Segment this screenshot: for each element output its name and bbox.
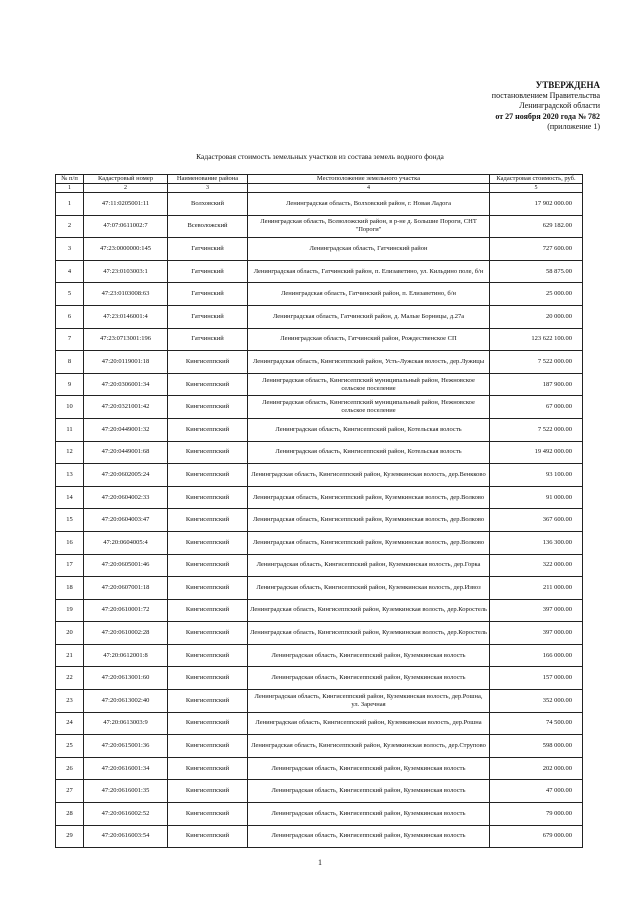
- row-number: 22: [56, 667, 84, 690]
- cadastral-number: 47:23:0713001:196: [84, 328, 168, 351]
- location: Ленинградская область, Кингисеппский район, Куземкинская волость, дер.Волково: [248, 509, 490, 532]
- cadastral-number: 47:20:0604002:33: [84, 486, 168, 509]
- row-number: 15: [56, 509, 84, 532]
- row-number: 26: [56, 757, 84, 780]
- cadastral-cost: 123 622 100.00: [490, 328, 583, 351]
- table-row: [56, 328, 583, 351]
- cadastral-number: 47:23:0103008:63: [84, 283, 168, 306]
- location: Ленинградская область, Кингисеппский район, Куземкинская волость: [248, 644, 490, 667]
- table-row: [56, 690, 583, 713]
- location: Ленинградская область, Кингисеппский район, Котельская волость: [248, 418, 490, 441]
- cadastral-cost: 136 300.00: [490, 531, 583, 554]
- district-name: Гатчинский: [168, 238, 248, 261]
- location: Ленинградская область, Кингисеппский район, Котельская волость: [248, 441, 490, 464]
- table-row: [56, 622, 583, 645]
- header-number: № п/п: [56, 175, 84, 184]
- row-number: 9: [56, 373, 84, 396]
- table-row: [56, 803, 583, 826]
- row-number: 18: [56, 577, 84, 600]
- row-number: 8: [56, 351, 84, 374]
- location: Ленинградская область, Кингисеппский район, Куземкинская волость, дер.Волково: [248, 531, 490, 554]
- location: Ленинградская область, Кингисеппский район, Куземкинская волость: [248, 780, 490, 803]
- cadastral-number: 47:23:0103003:1: [84, 260, 168, 283]
- district-name: Кингисеппский: [168, 825, 248, 848]
- cadastral-cost: 74 500.00: [490, 712, 583, 735]
- location: Ленинградская область, Кингисеппский район, Усть-Лужская волость, дер.Лужицы: [248, 351, 490, 374]
- cadastral-number: 47:20:0306001:34: [84, 373, 168, 396]
- cadastral-number: 47:23:0146001:4: [84, 305, 168, 328]
- table-row: [56, 418, 583, 441]
- cadastral-cost: 17 902 000.00: [490, 193, 583, 216]
- row-number: 2: [56, 215, 84, 238]
- row-number: 20: [56, 622, 84, 645]
- district-name: Кингисеппский: [168, 464, 248, 487]
- table-row: [56, 373, 583, 396]
- table-row: [56, 464, 583, 487]
- table-row: [56, 577, 583, 600]
- table-row: [56, 441, 583, 464]
- cadastral-cost: 322 000.00: [490, 554, 583, 577]
- cadastral-cost: 19 492 000.00: [490, 441, 583, 464]
- cadastral-number: 47:20:0612001:8: [84, 644, 168, 667]
- row-number: 4: [56, 260, 84, 283]
- cadastral-number: 47:20:0607001:18: [84, 577, 168, 600]
- location: Ленинградская область, Кингисеппский район, Куземкинская волость: [248, 757, 490, 780]
- location: Ленинградская область, Кингисеппский район, Куземкинская волость, дер.Рошна, ул. Заречная: [248, 690, 490, 713]
- cadastral-number: 47:20:0615001:36: [84, 735, 168, 758]
- table-row: [56, 305, 583, 328]
- district-name: Кингисеппский: [168, 418, 248, 441]
- header-cost: Кадастровая стоимость, руб.: [490, 175, 583, 184]
- district-name: Гатчинский: [168, 305, 248, 328]
- table-row: [56, 554, 583, 577]
- cadastral-cost: 367 600.00: [490, 509, 583, 532]
- approval-title: УТВЕРЖДЕНА: [535, 80, 600, 90]
- cadastral-number: 47:20:0605001:46: [84, 554, 168, 577]
- district-name: Кингисеппский: [168, 509, 248, 532]
- table-row: [56, 735, 583, 758]
- cadastral-cost: 7 522 000.00: [490, 351, 583, 374]
- table-row: [56, 351, 583, 374]
- district-name: Кингисеппский: [168, 599, 248, 622]
- location: Ленинградская область, Кингисеппский район, Куземкинская волость, дер.Коростель: [248, 599, 490, 622]
- cadastral-number: 47:20:0616001:34: [84, 757, 168, 780]
- table-header-numbers-row: [56, 184, 583, 193]
- cadastral-number: 47:20:0610002:28: [84, 622, 168, 645]
- table-row: [56, 757, 583, 780]
- document-title: Кадастровая стоимость земельных участков из состава земель водного фонда: [196, 152, 444, 161]
- district-name: Кингисеппский: [168, 757, 248, 780]
- table-row: [56, 509, 583, 532]
- table-row: [56, 260, 583, 283]
- row-number: 12: [56, 441, 84, 464]
- location: Ленинградская область, Гатчинский район, п. Елизаветино, б/н: [248, 283, 490, 306]
- location: Ленинградская область, Кингисеппский район, Куземкинская волость, дер.Венкково: [248, 464, 490, 487]
- header-col-number: 4: [248, 184, 490, 193]
- location: Ленинградская область, Кингисеппский район, Куземкинская волость, дер.Струпово: [248, 735, 490, 758]
- cadastral-cost: 20 000.00: [490, 305, 583, 328]
- cadastral-number: 47:20:0119001:18: [84, 351, 168, 374]
- district-name: Всеволожский: [168, 215, 248, 238]
- cadastral-number: 47:23:0000000:145: [84, 238, 168, 261]
- district-name: Кингисеппский: [168, 396, 248, 419]
- cadastral-number: 47:20:0449001:68: [84, 441, 168, 464]
- cadastral-number: 47:20:0604003:47: [84, 509, 168, 532]
- cadastral-number: 47:07:0611002:7: [84, 215, 168, 238]
- table-row: [56, 667, 583, 690]
- row-number: 11: [56, 418, 84, 441]
- table-row: [56, 712, 583, 735]
- row-number: 6: [56, 305, 84, 328]
- table-body: [56, 193, 583, 848]
- row-number: 13: [56, 464, 84, 487]
- cadastral-cost: 202 000.00: [490, 757, 583, 780]
- cadastral-cost: 47 000.00: [490, 780, 583, 803]
- cadastral-number: 47:20:0613001:60: [84, 667, 168, 690]
- row-number: 3: [56, 238, 84, 261]
- row-number: 29: [56, 825, 84, 848]
- district-name: Кингисеппский: [168, 531, 248, 554]
- location: Ленинградская область, Кингисеппский район, Куземкинская волость: [248, 667, 490, 690]
- approval-line-1: постановлением Правительства: [491, 90, 600, 100]
- row-number: 27: [56, 780, 84, 803]
- location: Ленинградская область, Кингисеппский район, Куземкинская волость, дер.Волково: [248, 486, 490, 509]
- cadastral-number: 47:20:0613002:40: [84, 690, 168, 713]
- location: Ленинградская область, Всеволожский район, в р-не д. Большие Пороги, СНТ "Пороги": [248, 215, 490, 238]
- cadastral-number: 47:20:0616001:35: [84, 780, 168, 803]
- row-number: 19: [56, 599, 84, 622]
- approval-line-2: Ленинградской области: [519, 101, 600, 110]
- table-row: [56, 644, 583, 667]
- row-number: 17: [56, 554, 84, 577]
- row-number: 7: [56, 328, 84, 351]
- cadastral-cost: 629 182.00: [490, 215, 583, 238]
- district-name: Волховский: [168, 193, 248, 216]
- district-name: Кингисеппский: [168, 712, 248, 735]
- table-row: [56, 283, 583, 306]
- location: Ленинградская область, Волховский район, г. Новая Ладога: [248, 193, 490, 216]
- table-row: [56, 599, 583, 622]
- district-name: Кингисеппский: [168, 577, 248, 600]
- location: Ленинградская область, Гатчинский район: [248, 238, 490, 261]
- district-name: Кингисеппский: [168, 690, 248, 713]
- location: Ленинградская область, Гатчинский район, Рождественское СП: [248, 328, 490, 351]
- header-cadastral-number: Кадастровый номер: [84, 175, 168, 184]
- cadastral-table: [55, 174, 583, 848]
- row-number: 24: [56, 712, 84, 735]
- cadastral-cost: 79 000.00: [490, 803, 583, 826]
- cadastral-cost: 598 000.00: [490, 735, 583, 758]
- cadastral-number: 47:20:0616003:54: [84, 825, 168, 848]
- cadastral-cost: 67 000.00: [490, 396, 583, 419]
- row-number: 21: [56, 644, 84, 667]
- header-col-number: 5: [490, 184, 583, 193]
- district-name: Гатчинский: [168, 283, 248, 306]
- cadastral-number: 47:11:0205001:11: [84, 193, 168, 216]
- cadastral-cost: 93 100.00: [490, 464, 583, 487]
- district-name: Кингисеппский: [168, 644, 248, 667]
- row-number: 28: [56, 803, 84, 826]
- district-name: Гатчинский: [168, 328, 248, 351]
- table-row: [56, 193, 583, 216]
- district-name: Кингисеппский: [168, 622, 248, 645]
- district-name: Кингисеппский: [168, 373, 248, 396]
- location: Ленинградская область, Кингисеппский муниципальный район, Нежновское сельское поселение: [248, 373, 490, 396]
- cadastral-number: 47:20:0613003:9: [84, 712, 168, 735]
- district-name: Кингисеппский: [168, 735, 248, 758]
- table-row: [56, 486, 583, 509]
- district-name: Кингисеппский: [168, 803, 248, 826]
- table-row: [56, 825, 583, 848]
- table-row: [56, 238, 583, 261]
- header-district: Наименование района: [168, 175, 248, 184]
- cadastral-cost: 352 000.00: [490, 690, 583, 713]
- location: Ленинградская область, Кингисеппский район, Куземкинская волость, дер.Горка: [248, 554, 490, 577]
- location: Ленинградская область, Кингисеппский район, Куземкинская волость, дер.Рошна: [248, 712, 490, 735]
- cadastral-number: 47:20:0604005:4: [84, 531, 168, 554]
- district-name: Кингисеппский: [168, 554, 248, 577]
- row-number: 5: [56, 283, 84, 306]
- cadastral-number: 47:20:0321001:42: [84, 396, 168, 419]
- cadastral-cost: 166 000.00: [490, 644, 583, 667]
- approval-block: [410, 80, 600, 133]
- cadastral-number: 47:20:0602005:24: [84, 464, 168, 487]
- cadastral-cost: 679 000.00: [490, 825, 583, 848]
- district-name: Гатчинский: [168, 260, 248, 283]
- cadastral-cost: 187 900.00: [490, 373, 583, 396]
- cadastral-cost: 91 000.00: [490, 486, 583, 509]
- header-col-number: 1: [56, 184, 84, 193]
- district-name: Кингисеппский: [168, 667, 248, 690]
- cadastral-cost: 397 000.00: [490, 622, 583, 645]
- row-number: 1: [56, 193, 84, 216]
- location: Ленинградская область, Кингисеппский район, Куземкинская волость, дер.Коростель: [248, 622, 490, 645]
- cadastral-number: 47:20:0610001:72: [84, 599, 168, 622]
- location: Ленинградская область, Кингисеппский район, Куземкинская волость, дер.Извоз: [248, 577, 490, 600]
- row-number: 14: [56, 486, 84, 509]
- table-row: [56, 396, 583, 419]
- cadastral-cost: 25 000.00: [490, 283, 583, 306]
- table-row: [56, 215, 583, 238]
- cadastral-number: 47:20:0616002:52: [84, 803, 168, 826]
- row-number: 23: [56, 690, 84, 713]
- header-location: Местоположение земельного участка: [248, 175, 490, 184]
- approval-decree: от 27 ноября 2020 года № 782: [495, 111, 600, 121]
- location: Ленинградская область, Гатчинский район, д. Малые Борницы, д.27а: [248, 305, 490, 328]
- location: Ленинградская область, Кингисеппский район, Куземкинская волость: [248, 803, 490, 826]
- table-row: [56, 531, 583, 554]
- header-col-number: 2: [84, 184, 168, 193]
- row-number: 16: [56, 531, 84, 554]
- table-row: [56, 780, 583, 803]
- approval-appendix: (приложение 1): [547, 122, 600, 131]
- table-header-row: [56, 175, 583, 184]
- page-number: 1: [318, 858, 322, 867]
- cadastral-cost: 7 522 000.00: [490, 418, 583, 441]
- cadastral-cost: 397 000.00: [490, 599, 583, 622]
- cadastral-cost: 211 000.00: [490, 577, 583, 600]
- cadastral-cost: 157 000.00: [490, 667, 583, 690]
- district-name: Кингисеппский: [168, 351, 248, 374]
- row-number: 25: [56, 735, 84, 758]
- cadastral-number: 47:20:0449001:32: [84, 418, 168, 441]
- row-number: 10: [56, 396, 84, 419]
- district-name: Кингисеппский: [168, 486, 248, 509]
- district-name: Кингисеппский: [168, 780, 248, 803]
- district-name: Кингисеппский: [168, 441, 248, 464]
- location: Ленинградская область, Гатчинский район, п. Елизаветино, ул. Кильдино поле, б/н: [248, 260, 490, 283]
- cadastral-cost: 727 600.00: [490, 238, 583, 261]
- location: Ленинградская область, Кингисеппский район, Куземкинская волость: [248, 825, 490, 848]
- header-col-number: 3: [168, 184, 248, 193]
- cadastral-cost: 58 875.00: [490, 260, 583, 283]
- location: Ленинградская область, Кингисеппский муниципальный район, Нежновское сельское поселение: [248, 396, 490, 419]
